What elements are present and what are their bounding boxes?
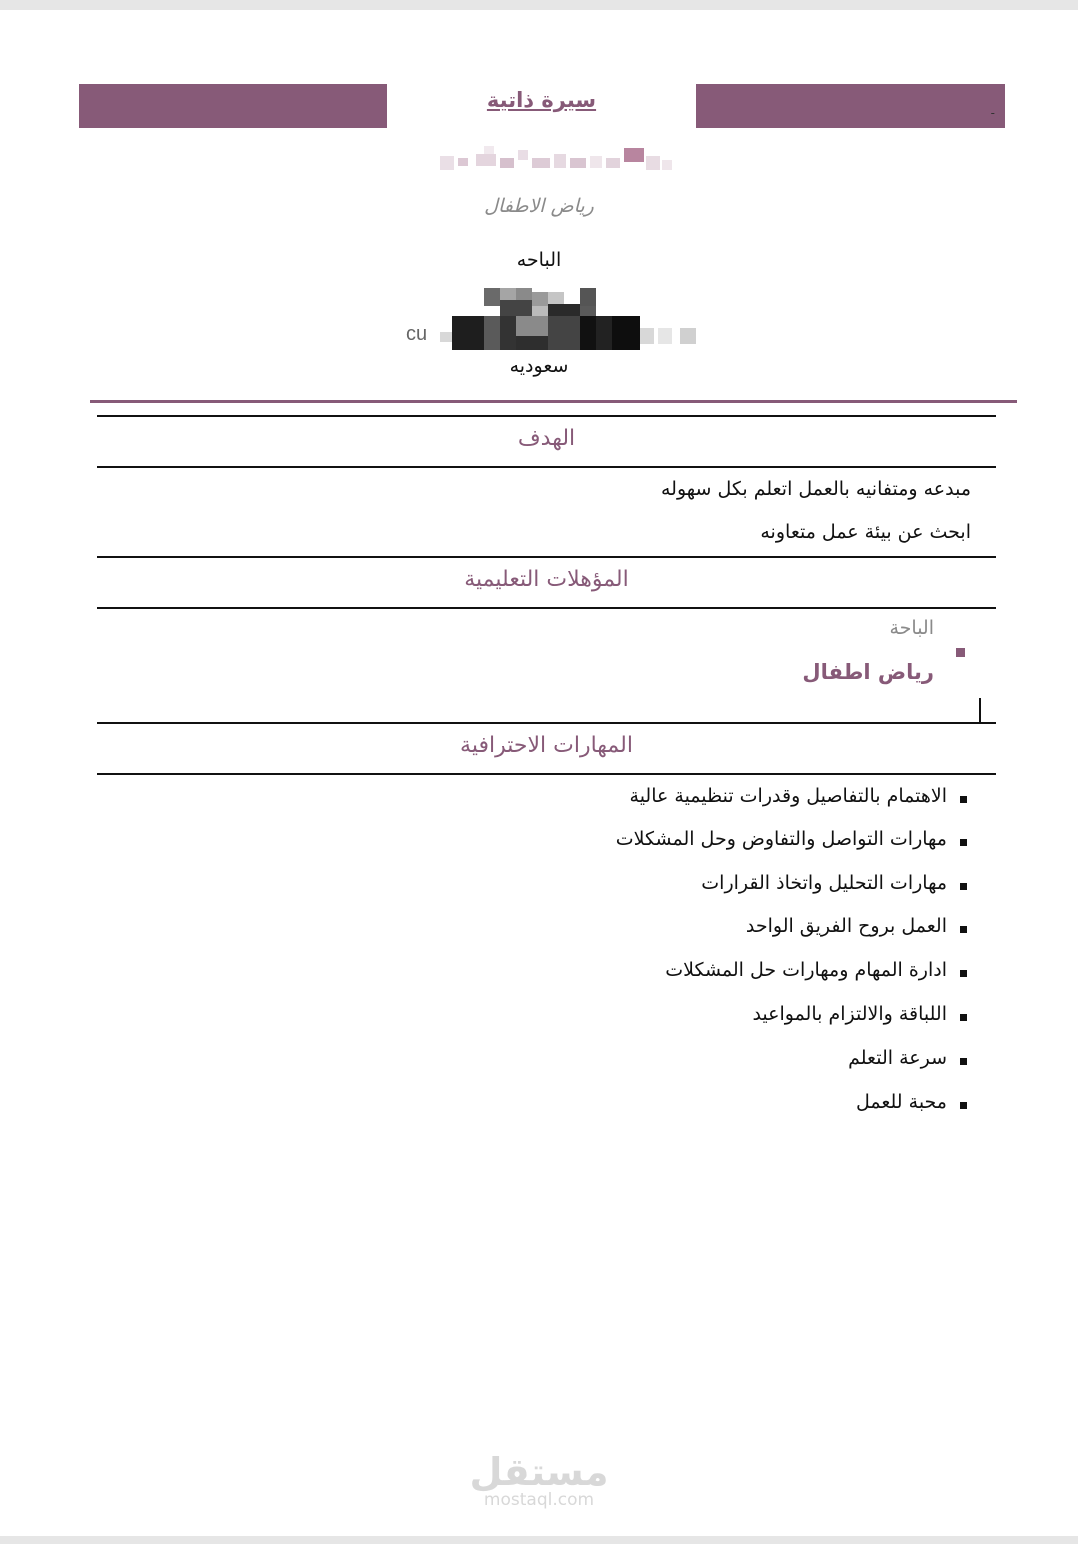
redacted-name [440,144,672,176]
bullet-icon [960,796,967,803]
bullet-icon [960,970,967,977]
header-band-left [79,84,387,128]
bullet-icon [960,1014,967,1021]
section-heading-skills: المهارات الاحترافية [460,733,633,758]
country: سعوديه [509,355,569,377]
redacted-contact [404,288,704,352]
bullet-icon [960,1102,967,1109]
section-rule [97,722,996,724]
watermark-logo: مستقل [469,1450,609,1494]
section-rule [97,607,996,609]
skill-item: محبة للعمل [855,1091,947,1113]
bullet-icon [960,883,967,890]
bullet-icon [960,1058,967,1065]
skill-item: الاهتمام بالتفاصيل وقدرات تنظيمية عالية [629,785,947,807]
section-rule [97,415,996,417]
section-rule [97,773,996,775]
section-heading-education: المؤهلات التعليمية [464,567,629,592]
contact-fragment: cu [406,323,428,345]
education-degree: رياض اطفال [802,660,934,684]
city: الباحه [516,249,562,271]
watermark-url: mostaql.com [483,1490,595,1510]
objective-line: مبدعه ومتفانيه بالعمل اتعلم بكل سهوله [660,478,971,500]
bullet-icon [960,839,967,846]
page-title: سيرة ذاتية [486,88,597,112]
skill-item: مهارات التواصل والتفاوض وحل المشكلات [615,828,947,850]
job-title: رياض الاطفال [484,195,594,217]
section-rule [97,556,996,558]
skill-item: مهارات التحليل واتخاذ القرارات [701,872,947,894]
bullet-icon [960,926,967,933]
skill-item: العمل بروح الفريق الواحد [745,915,947,937]
skill-item: اللباقة والالتزام بالمواعيد [752,1003,947,1025]
header-divider [90,400,1017,403]
skill-item: سرعة التعلم [848,1047,947,1069]
objective-line: ابحث عن بيئة عمل متعاونه [760,521,971,543]
top-edge [0,0,1078,10]
education-bullet-icon [956,648,965,657]
skill-item: ادارة المهام ومهارات حل المشكلات [665,959,947,981]
bottom-edge [0,1536,1078,1544]
text-cursor [979,698,981,722]
section-rule [97,466,996,468]
header-band-right [696,84,1005,128]
band-mark: - [990,106,995,120]
education-place: الباحة [889,617,934,639]
section-heading-objective: الهدف [517,426,576,451]
